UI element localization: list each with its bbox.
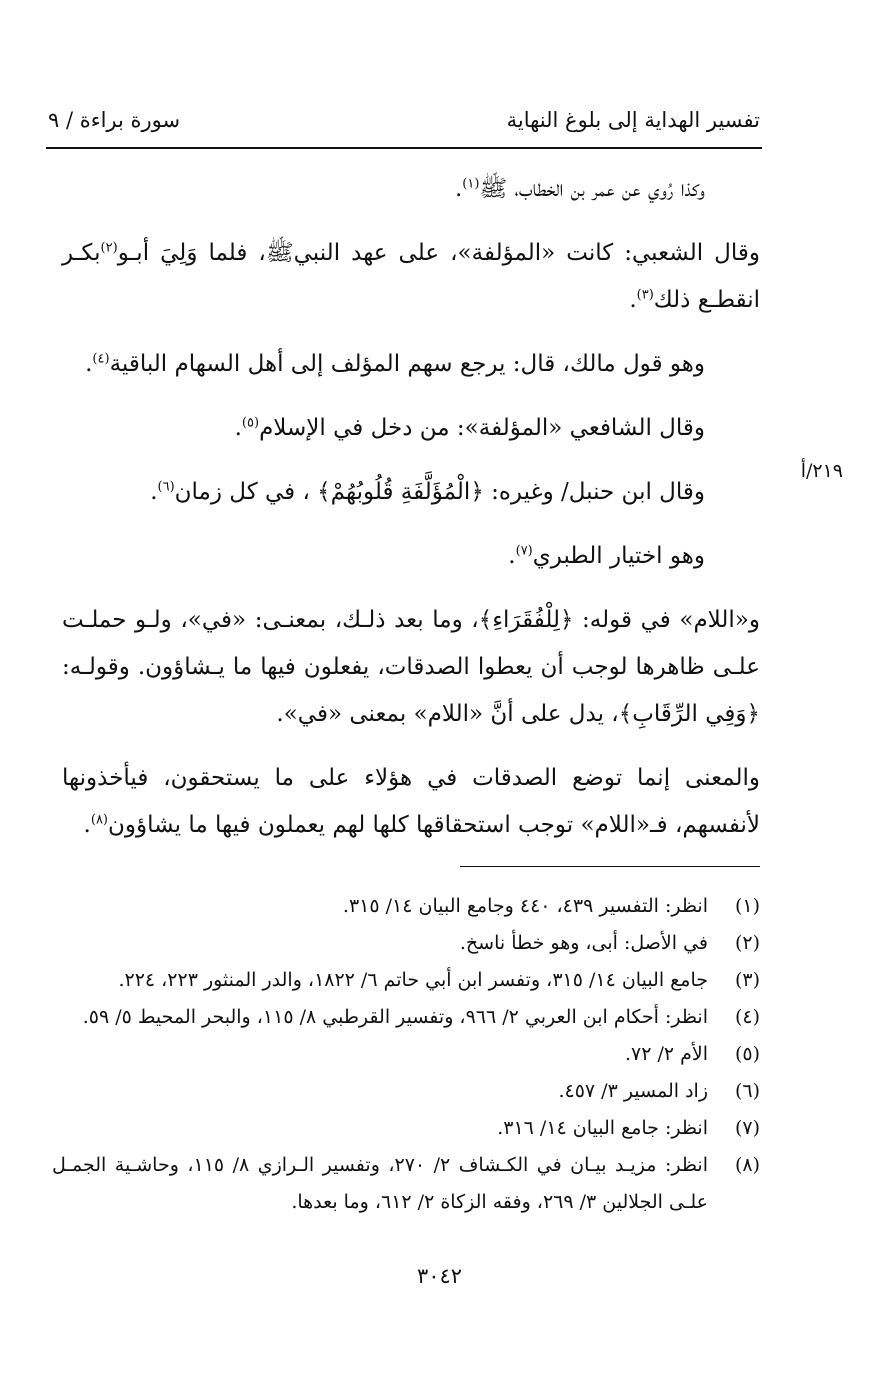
footnote-3 [52, 962, 760, 999]
footnote-number: (٢) [734, 932, 760, 954]
paragraph-5: وقال ابن حنبل/ وغيره: ﴿الْمُؤَلَّفَةِ قُلُوبُهُمْ﴾ ، في كل زمان$^{(٦)}$. [150, 479, 705, 505]
header-rule [46, 147, 762, 149]
surah-reference: سورة براءة / ٩ [48, 108, 181, 132]
paragraph-3: وهو قول مالك، قال: يرجع سهم المؤلف إلى أهل السهام الباقية$^{(٤)}$. [85, 351, 705, 377]
footnote-number: (٦) [734, 1080, 760, 1102]
footnote-1 [52, 888, 760, 925]
footnote-number: (٥) [734, 1043, 760, 1065]
footnote-mark-1: (١) [462, 176, 480, 192]
footnote-number: (٤) [734, 1006, 760, 1028]
footnote-rule [460, 866, 760, 867]
footnote-text: زاد المسير ٣/ ٤٥٧. [558, 1080, 708, 1102]
footnote-text: انظر: مزيـد بيـان في الكـشاف ٢/ ٢٧٠، وتفسير الـرازي ٨/ ١١٥، وحاشـية الجمـل علـى الجلالين ٣/ ٢٦٩، وفقه الزكاة ٢/ ٦١٢، وما بعدها. [52, 1154, 708, 1213]
main-text [62, 166, 760, 866]
footnote-text: في الأصل: أبى، وهو خطأ ناسخ. [459, 932, 708, 954]
footnote-mark-2: (٢) [100, 240, 118, 256]
footnote-text: جامع البيان ١٤/ ٣١٥، وتفسر ابن أبي حاتم ٦/ ١٨٢٢، والدر المنثور ٢٢٣، ٢٢٤. [118, 969, 708, 991]
footnote-5 [52, 1036, 760, 1073]
paragraph-4: وقال الشافعي «المؤلفة»: من دخل في الإسلام$^{(٥)}$. [234, 415, 705, 441]
page-number: ٣٠٤٢ [416, 1264, 463, 1288]
footnote-text: الأم ٢/ ٧٢. [624, 1043, 708, 1065]
paragraph-7: و«اللام» في قوله: ﴿لِلْفُقَرَاءِ﴾، وما بعد ذلـك، بمعنـى: «في»، ولـو حملـت علـى ظاهرها لوجب أن يعطوا الصدقات، يفعلون فيها ما يـشاؤون. وقولـه: ﴿وَفِي الرِّقَابِ﴾، يدل على أنَّ «اللام» بمعنى «في». [62, 607, 760, 727]
footnote-text: انظر: أحكام ابن العربي ٢/ ٩٦٦، وتفسير القرطبي ٨/ ١١٥، والبحر المحيط ٥/ ٥٩. [82, 1006, 708, 1028]
footnote-8 [52, 1147, 760, 1221]
running-header [48, 104, 760, 148]
footnote-mark-6: (٦) [157, 479, 175, 495]
footnote-number: (٧) [734, 1117, 760, 1139]
paragraph-6: وهو اختيار الطبري$^{(٧)}$. [508, 543, 705, 569]
footnote-mark-8: (٨) [90, 812, 108, 828]
book-title: تفسير الهداية إلى بلوغ النهاية [506, 108, 760, 132]
footnote-2 [52, 925, 760, 962]
footnote-mark-3: (٣) [636, 287, 654, 303]
footnote-number: (٣) [734, 969, 760, 991]
footnote-mark-7: (٧) [515, 543, 533, 559]
paragraph-8: والمعنى إنما توضع الصدقات في هؤلاء على ما يستحقون، فيأخذونها لأنفسهم، فـ«اللام» توجب استحقاقها كلها لهم يعملون فيها ما يشاؤون$^{(٨)}$. [62, 765, 760, 838]
footnote-number: (٨) [734, 1154, 760, 1176]
paragraph-2: وقال الشعبي: كانت «المؤلفة»، على عهد النبيﷺ، فلما وَلِيَ أبـو$^{(٢)}$بكـر انقطـع ذلك$^{(٣)}$. [62, 240, 760, 313]
footnote-number: (١) [734, 895, 760, 917]
footnotes [52, 888, 760, 1221]
margin-folio-note: ٢١٩/أ [800, 460, 843, 482]
footnote-6 [52, 1073, 760, 1110]
footnote-text: انظر: التفسير ٤٣٩، ٤٤٠ وجامع البيان ١٤/ ٣١٥. [342, 895, 708, 917]
footnote-mark-4: (٤) [92, 351, 110, 367]
footnote-7 [52, 1110, 760, 1147]
footnote-mark-5: (٥) [241, 415, 260, 431]
paragraph-1: وكذا رُوي عن عمر بن الخطاب، ﷺ$^{(١)}$. [454, 176, 705, 202]
footnote-4 [52, 999, 760, 1036]
footnote-text: انظر: جامع البيان ١٤/ ٣١٦. [497, 1117, 708, 1139]
